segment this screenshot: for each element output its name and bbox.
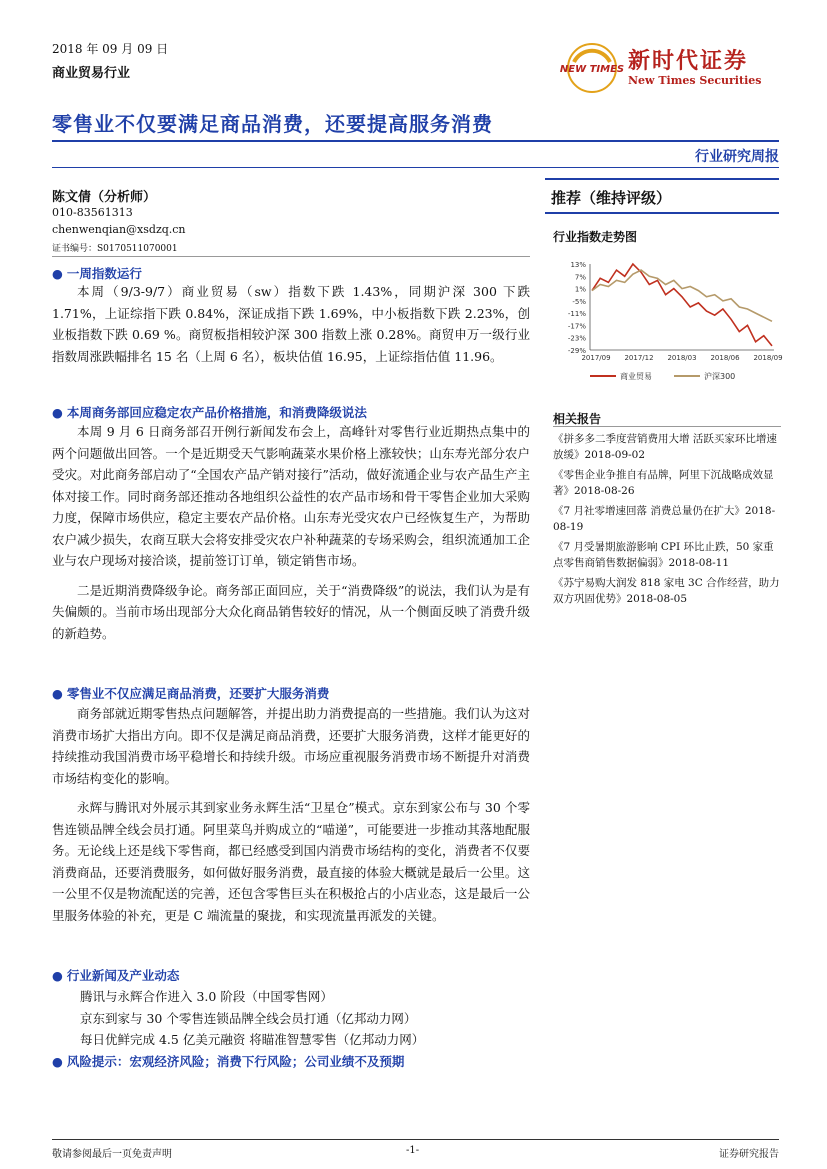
- analyst-name: 陈文倩（分析师）: [52, 190, 157, 205]
- logo-mark-text: NEW TIMES: [559, 64, 625, 75]
- related-divider: [553, 426, 781, 427]
- section-body: [52, 703, 530, 926]
- x-tick-label: 2017/09: [581, 354, 611, 362]
- paragraph: 永辉与腾讯对外展示其到家业务永辉生活“卫星仓”模式。京东到家公布与 30 个零售连锁品牌全线会员打通。阿里菜鸟并购成立的“喵递”，可能要进一步推动其落地配服务。无论线上还是线下零售商，都已经感受到国内消费市场结构的变化，消费者不仅要消费商品，还要消费服务，如何做好服务消费，最直接的体验大概就是最后一公里。这一公里不仅是物流配送的完善，还包含零售巨头在积极抢占的小店业态，这是最后一公里服务体验的补充，更是 C 端流量的聚拢，和实现流量再派发的关键。: [52, 800, 530, 923]
- news-item: 腾讯与永辉合作进入 3.0 阶段（中国零售网）: [80, 989, 333, 1004]
- section-body: [52, 421, 530, 644]
- y-tick-label: -17%: [567, 322, 586, 331]
- recommendation-rating: 推荐（维持评级）: [551, 189, 672, 207]
- logo-chinese: 新时代证券: [628, 48, 749, 74]
- bullet-icon: ●: [52, 266, 63, 281]
- logo-mark-icon: [559, 42, 625, 94]
- news-item: 京东到家与 30 个零售连锁品牌全线会员打通（亿邦动力网）: [80, 1010, 417, 1026]
- bullet-icon: ●: [52, 686, 63, 701]
- analyst-phone: 010-83561313: [52, 206, 133, 219]
- section-heading: ● 一周指数运行: [52, 266, 142, 281]
- page-title: 零售业不仅要满足商品消费，还要提高服务消费: [52, 112, 493, 136]
- related-reports-heading: 相关报告: [553, 412, 602, 426]
- y-tick-label: -23%: [567, 334, 586, 343]
- section-heading: ● 行业新闻及产业动态: [52, 968, 180, 983]
- bullet-icon: ●: [52, 405, 63, 420]
- footer-disclaimer: 敬请参阅最后一页免责声明: [52, 1149, 172, 1160]
- report-date: 2018 年 09 月 09 日: [52, 42, 169, 56]
- section-heading: ● 本周商务部回应稳定农产品价格措施，和消费降级说法: [52, 405, 367, 420]
- y-tick-label: -11%: [567, 310, 586, 319]
- page-number: -1-: [406, 1145, 420, 1156]
- company-logo: [559, 42, 786, 92]
- y-tick-label: -5%: [572, 297, 586, 306]
- section-body: [52, 281, 530, 367]
- news-list: [80, 986, 424, 1051]
- paragraph: 本周（9/3-9/7）商业贸易（sw）指数下跌 1.43%，同期沪深 300 下跌 1.71%，上证综指下跌 0.84%，深证成指下跌 1.69%，中小板指数下跌 2.23%，创业板指数下跌 0.69 %。商贸板指相较沪深 300 指数上涨 0.28%。商贸申万一级行业指数周涨跌幅排名 15 名（上周 6 名），板块估值 16.95，上证综指估值 11.96。: [52, 284, 530, 364]
- related-report-link[interactable]: 《苏宁易购大润发 818 家电 3C 合作经营，助力双方巩固优势》2018-08-05: [553, 577, 780, 605]
- x-tick-label: 2018/09: [753, 354, 783, 362]
- x-tick-label: 2018/06: [710, 354, 740, 362]
- y-tick-label: 1%: [574, 285, 586, 294]
- x-tick-label: 2018/03: [667, 354, 697, 362]
- y-tick-label: 7%: [574, 273, 586, 282]
- bullet-icon: ●: [52, 968, 63, 983]
- y-tick-label: 13%: [570, 261, 586, 269]
- y-tick-label: -29%: [567, 347, 586, 355]
- chart-title: 行业指数走势图: [553, 230, 638, 244]
- index-trend-chart: [548, 258, 783, 388]
- logo-english: New Times Securities: [628, 74, 762, 87]
- section-heading: ● 零售业不仅应满足商品消费，还要扩大服务消费: [52, 686, 330, 701]
- paragraph: 二是近期消费降级争论。商务部正面回应，关于“消费降级”的说法，我们认为是有失偏颇的。当前市场出现部分大众化商品销售较好的情况，从一个侧面反映了消费升级的新趋势。: [52, 582, 530, 641]
- paragraph: 商务部就近期零售热点问题解答，并提出助力消费提高的一些措施。我们认为这对消费市场扩大指出方向。即不仅是满足商品消费，还要扩大服务消费，这样才能更好的持续推动我国消费市场平稳增长和持续升级。市场应重视服务消费市场不断提升对消费市场结构变化的影响。: [52, 706, 530, 786]
- footer-label: 证券研究报告: [719, 1149, 779, 1160]
- analyst-email: chenwenqian@xsdzq.cn: [52, 223, 186, 236]
- report-type: 行业研究周报: [695, 149, 779, 165]
- paragraph: 本周 9 月 6 日商务部召开例行新闻发布会上，高峰针对零售行业近期热点集中的两个问题做出回答。一个是近期受天气影响蔬菜水果价格上涨较快；山东寿光部分农户受灾。对此商务部启动了“全国农产品产销对接行”活动，做好流通企业与农产品生产主体对接工作。同时商务部还推动各地组织公益性的农产品市场和骨干零售企业加大采购力度，保障市场供应，稳定主要农产品价格。山东寿光受灾农户已经恢复生产，为帮助农户减少损失，农商互联大会将安排受灾农户补种蔬菜的专场采购会，组织流通加工企业与农户现场对接洽谈，提前签订订单，锁定销售市场。: [52, 424, 530, 568]
- series-line: [592, 264, 772, 346]
- header-divider: [52, 167, 779, 168]
- bullet-icon: ●: [52, 1054, 63, 1069]
- analyst-cert: 证书编号：S0170511070001: [52, 244, 178, 254]
- footer-divider: [52, 1139, 779, 1140]
- news-item: 每日优鲜完成 4.5 亿美元融资 将瞄准智慧零售（亿邦动力网）: [80, 1032, 425, 1047]
- title-divider: [52, 140, 779, 142]
- risk-heading: ● 风险提示：宏观经济风险；消费下行风险；公司业绩不及预期: [52, 1054, 405, 1069]
- industry-name: 商业贸易行业: [52, 66, 131, 81]
- related-reports-list: [553, 431, 781, 611]
- related-report-link[interactable]: 《零售企业争推自有品牌，阿里下沉战略成效显著》2018-08-26: [553, 469, 774, 497]
- related-report-link[interactable]: 《拼多多二季度营销费用大增 活跃买家环比增速放缓》2018-09-02: [553, 433, 777, 461]
- legend-label: 商业贸易: [620, 372, 652, 381]
- x-tick-label: 2017/12: [624, 354, 654, 362]
- legend-label: 沪深300: [704, 372, 736, 381]
- analyst-divider: [52, 256, 530, 257]
- related-report-link[interactable]: 《7 月社零增速回落 消费总量仍在扩大》2018-08-19: [553, 505, 776, 533]
- related-report-link[interactable]: 《7 月受暑期旅游影响 CPI 环比止跌，50 家重点零售商销售数据偏弱》2018-08-11: [553, 541, 774, 569]
